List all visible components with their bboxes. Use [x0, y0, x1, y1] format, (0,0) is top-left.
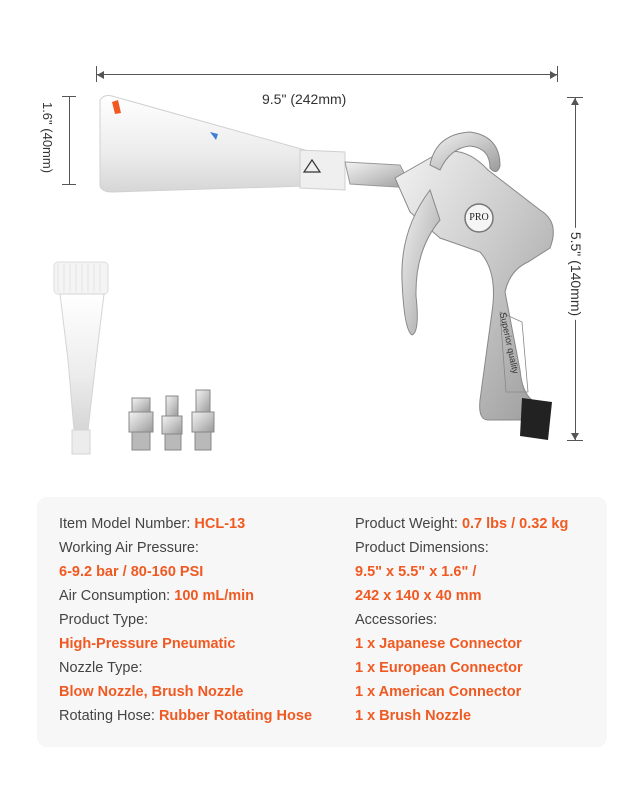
japanese-connector: [129, 398, 153, 450]
pro-badge: PRO: [469, 212, 489, 223]
air-label: Air Consumption:: [59, 588, 171, 604]
dims-value-2: 242 x 140 x 40 mm: [355, 588, 482, 604]
length-label: 9.5" (242mm): [258, 91, 350, 107]
model-value: HCL-13: [194, 516, 246, 532]
accessory-item: 1 x Brush Nozzle: [355, 708, 472, 724]
nozzle-label: Nozzle Type:: [59, 660, 143, 676]
model-label: Item Model Number:: [59, 516, 191, 532]
hose-label: Rotating Hose:: [59, 708, 155, 724]
hose-value: Rubber Rotating Hose: [158, 708, 313, 724]
brush-nozzle: [54, 262, 108, 454]
air-value: 100 mL/min: [174, 588, 255, 604]
dims-value-1: 9.5" x 5.5" x 1.6" /: [355, 564, 477, 580]
weight-label: Product Weight:: [355, 516, 458, 532]
spec-model: [59, 514, 245, 534]
dims-label: Product Dimensions:: [355, 540, 489, 556]
spec-panel: [37, 497, 607, 747]
american-connector: [192, 390, 214, 450]
accessory-item: 1 x American Connector: [355, 684, 522, 700]
nozzle-value: Blow Nozzle, Brush Nozzle: [59, 684, 244, 700]
type-label: Product Type:: [59, 612, 149, 628]
gun-body: [395, 132, 553, 440]
weight-value: 0.7 lbs / 0.32 kg: [461, 516, 569, 532]
blow-nozzle-cone: [100, 96, 412, 193]
accessory-item: 1 x European Connector: [355, 660, 523, 676]
spec-weight: [355, 514, 568, 534]
pressure-value: 6-9.2 bar / 80-160 PSI: [59, 564, 204, 580]
quick-connectors: [129, 390, 214, 450]
spec-rotating-hose: [59, 706, 312, 726]
accessories-label: Accessories:: [355, 612, 438, 628]
height-label: 5.5" (140mm): [568, 228, 584, 320]
type-value: High-Pressure Pneumatic: [59, 636, 236, 652]
spec-air-consumption: [59, 586, 254, 606]
nozzle-diameter-label: 1.6" (40mm): [40, 101, 56, 174]
accessory-item: 1 x Japanese Connector: [355, 636, 522, 652]
grip-text: Superior quality: [497, 311, 521, 375]
pressure-label: Working Air Pressure:: [59, 540, 199, 556]
european-connector: [162, 396, 182, 450]
